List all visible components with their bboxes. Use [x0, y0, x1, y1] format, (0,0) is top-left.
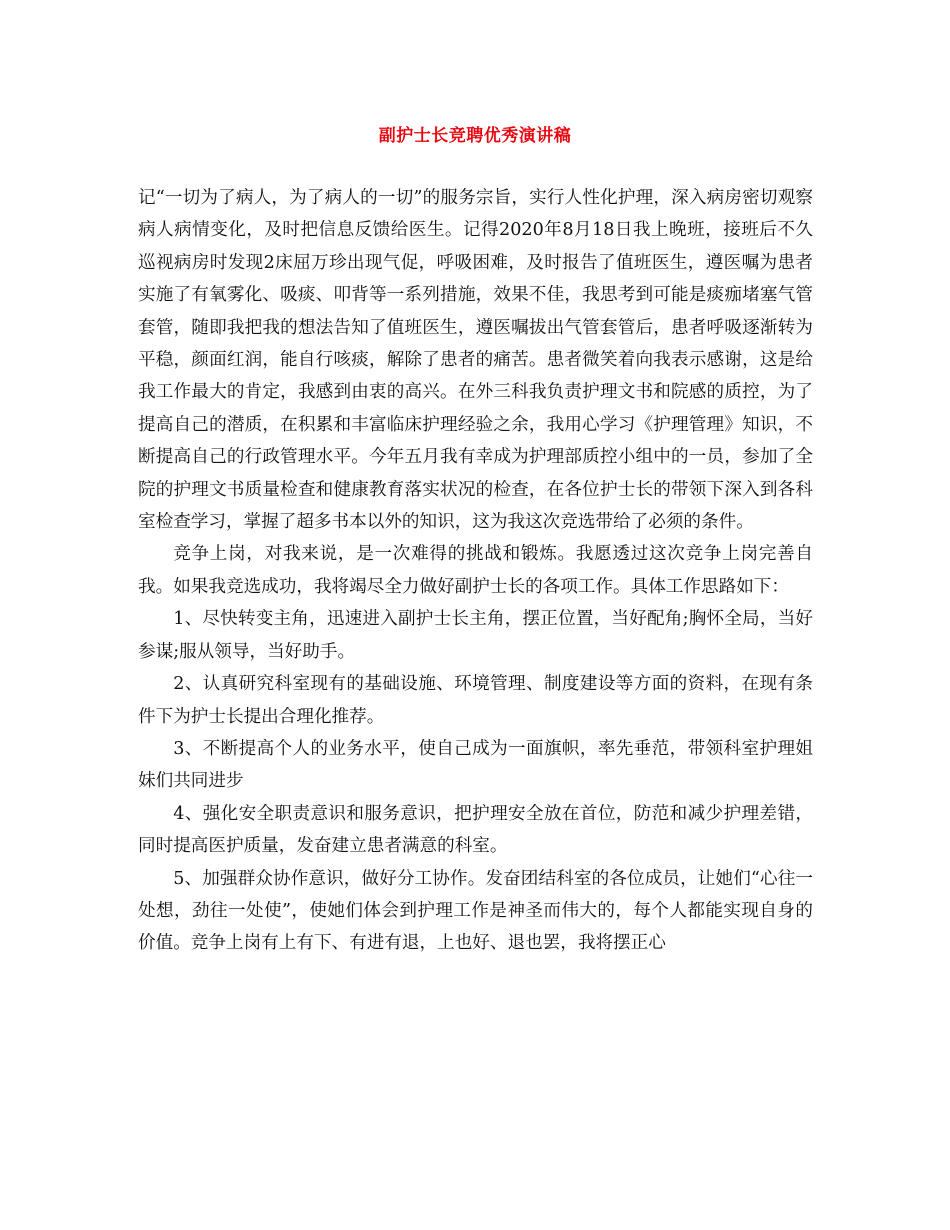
- paragraph-7: 5、加强群众协作意识，做好分工协作。发奋团结科室的各位成员，让她们“心往一处想，劲往一处使”，使她们体会到护理工作是神圣而伟大的，每个人都能实现自身的价值。竞争上岗有上有下、有进有退，上也好、退也罢，我将摆正心: [138, 868, 813, 954]
- paragraph-2: 竞争上岗，对我来说，是一次难得的挑战和锻炼。我愿透过这次竞争上岗完善自我。如果我竞选成功，我将竭尽全力做好副护士长的各项工作。具体工作思路如下：: [138, 544, 813, 597]
- paragraph-6: 4、强化安全职责意识和服务意识，把护理安全放在首位，防范和减少护理差错，同时提高医护质量，发奋建立患者满意的科室。: [138, 803, 813, 857]
- paragraph-5: 3、不断提高个人的业务水平，使自己成为一面旗帜，率先垂范，带领科室护理姐妹们共同进步: [138, 738, 813, 792]
- paragraph-4: 2、认真研究科室现有的基础设施、环境管理、制度建设等方面的资料，在现有条件下为护士长提出合理化推荐。: [138, 674, 813, 727]
- paragraph-1: 记“一切为了病人，为了病人的一切”的服务宗旨，实行人性化护理，深入病房密切观察病人病情变化，及时把信息反馈给医生。记得2020年8月18日我上晚班，接班后不久巡视病房时发现2床屈万珍出现气促，呼吸困难，及时报告了值班医生，遵医嘱为患者实施了有氧雾化、吸痰、叩背等一系列措施，效果不佳，我思考到可能是痰痂堵塞气管套管，随即我把我的想法告知了值班医生，遵医嘱拔出气管套管后，患者呼吸逐渐转为平稳，颜面红润，能自行咳痰，解除了患者的痛苦。患者微笑着向我表示感谢，这是给我工作最大的肯定，我感到由衷的高兴。在外三科我负责护理文书和院感的质控，为了提高自己的潜质，在积累和丰富临床护理经验之余，我用心学习《护理管理》知识，不断提高自己的行政管理水平。今年五月我有幸成为护理部质控小组中的一员，参加了全院的护理文书质量检查和健康教育落实状况的检查，在各位护士长的带领下深入到各科室检查学习，掌握了超多书本以外的知识，这为我这次竞选带给了必须的条件。: [138, 188, 813, 533]
- document-body: [138, 182, 813, 960]
- paragraph-3: 1、尽快转变主角，迅速进入副护士长主角，摆正位置，当好配角;胸怀全局，当好参谋;服从领导，当好助手。: [138, 609, 813, 662]
- document-title: 副护士长竞聘优秀演讲稿: [378, 126, 572, 146]
